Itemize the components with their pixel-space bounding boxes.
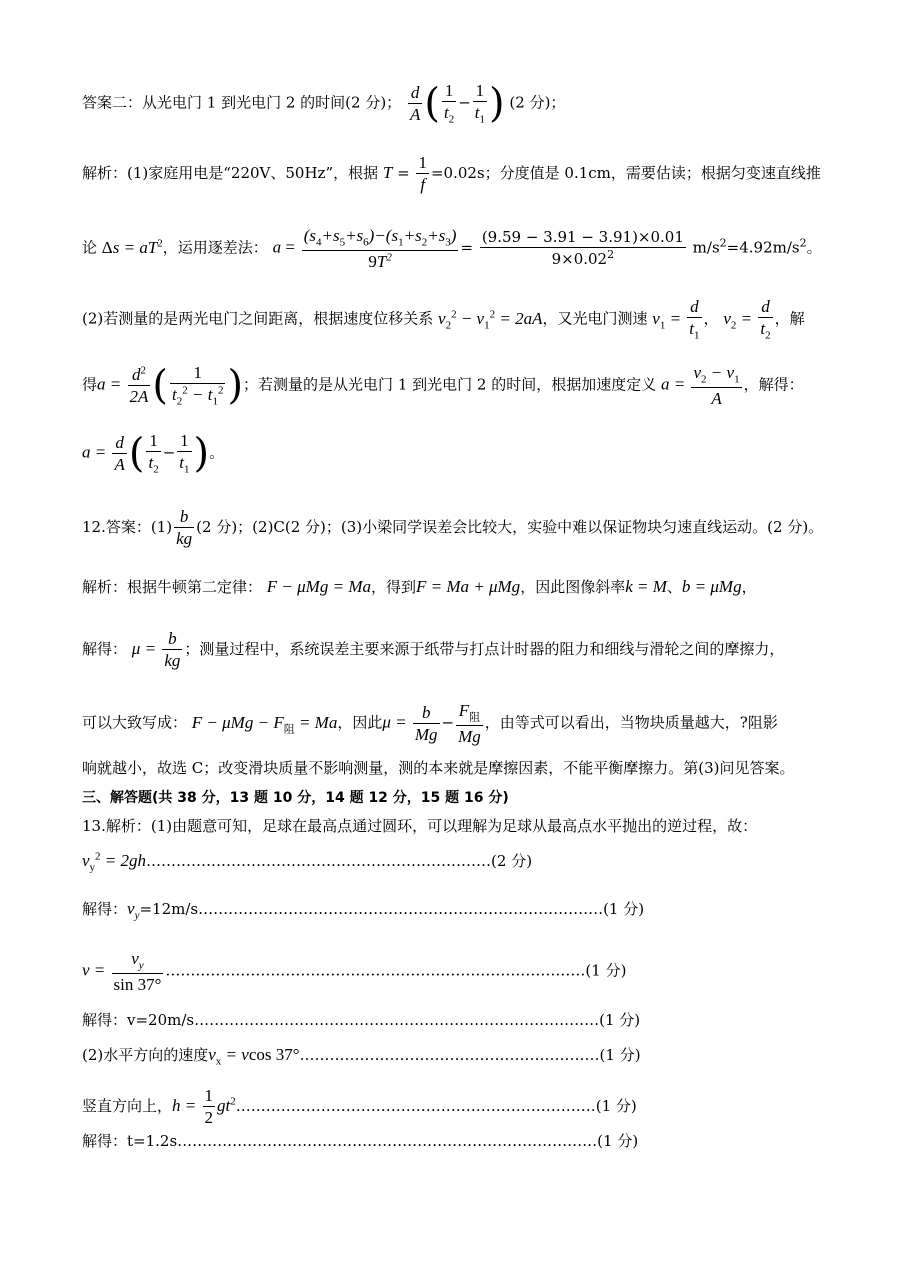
- formula-a-time: a =: [82, 442, 111, 462]
- q12-answer-a: 12.答案：(1): [82, 517, 173, 536]
- formula-d2-over-2A: $\frac{d^2}{2A}$: [129, 364, 149, 407]
- formula-d-over-A: $\frac{d}{A}$: [409, 82, 421, 125]
- q12-ana4: 响就越小，故选 C；改变滑块质量不影响测量，测的本来就是摩擦因素，不能平衡摩擦力。第(3)问见答案。: [82, 759, 795, 777]
- q12-ana2-b: ；测量过程中，系统误差主要来源于纸带与打点计时器的阻力和细线与滑轮之间的摩擦力，: [184, 639, 785, 658]
- formula-mu-friction: μ =: [382, 712, 411, 732]
- formula-numeric: $\frac{(9.59 - 3.91 - 3.91)\times 0.01}{9\times 0.02^2}$: [481, 228, 684, 269]
- analysis1-text-i: ；若测量的是从光电门 1 到光电门 2 的时间，根据加速度定义: [243, 375, 657, 394]
- q13-line6: [82, 1085, 860, 1129]
- formula-successive-diff: $\frac{(s_4+s_5+s_6)-(s_1+s_2+s_3)}{9T^2}$: [303, 226, 457, 272]
- formula-mu-eq: μ =: [131, 638, 161, 658]
- formula-v2-v1-over-A: $\frac{v_2 - v_1}{A}$: [693, 363, 740, 409]
- formula-gt2: $gt^2$: [217, 1095, 236, 1115]
- answer2-line: 答案二：从光电门 1 到光电门 2 的时间(2 分)； $\frac{d}{A}$ ( $\frac{1}{t_2}$ − $\frac{1}{t_1}$ ) (2 分)；: [82, 80, 566, 127]
- formula-a-d2: a =: [97, 374, 126, 394]
- q13-l2-a: 解得：: [82, 900, 128, 918]
- q12-ana3-c: ，由等式可以看出，当物块质量越大，?阻影: [484, 713, 778, 732]
- q12-analysis-line2: [82, 628, 860, 672]
- formula-v-eq: v =: [82, 960, 110, 980]
- period-2: 。: [209, 443, 225, 462]
- formula-b-over-kg: $\frac{b}{kg}$: [176, 507, 193, 549]
- q13-line7: [82, 1130, 860, 1151]
- formula-friction: $F - \mu Mg - F_阻 = Ma$: [191, 712, 338, 736]
- formula-b-over-Mg: $\frac{b}{Mg}$: [414, 702, 438, 745]
- formula-h: h =: [172, 1095, 201, 1115]
- analysis1-text-j: ，解得：: [743, 375, 804, 394]
- analysis1-line2: 论 $\Delta s = aT^2$，运用逐差法： a = $\frac{(s_4+s_5+s_6)-(s_1+s_2+s_3)}{9T^2}$ = $\frac{(9.59 - 3.91 - 3.91)\times 0.01}{9\times 0.02^2}$ $m/s^2=4.92m/s^2$。: [82, 226, 822, 272]
- q12-ana3-b: ，因此: [337, 713, 383, 732]
- analysis1-text-h: 得: [82, 375, 98, 394]
- formula-vx: $v_x = vcos$ 37°: [208, 1045, 300, 1068]
- analysis1-text-a: 解析：(1)家庭用电是“220V、50Hz”，根据: [82, 163, 379, 182]
- formula-F-eq: F = Ma + μMg: [416, 577, 521, 596]
- q13-l2-b: =12m/s………………………………………………………………………(1 分): [139, 900, 645, 918]
- q12-ana1-d: 、: [666, 578, 682, 596]
- analysis1-text-e: (2)若测量的是两光电门之间距离，根据速度位移关系: [82, 309, 434, 328]
- formula-1-over-t-diff: $\frac{1}{t_2^2 - t_1^2}$: [172, 363, 224, 408]
- q13-l6-a: 竖直方向上，: [82, 1096, 173, 1115]
- formula-1-over-t2-b: $\frac{1}{t_2}$: [148, 431, 159, 476]
- q12-ana1-b: ，得到: [370, 578, 416, 596]
- formula-newton: F − μMg = Ma: [266, 577, 371, 596]
- formula-T: T: [382, 162, 393, 182]
- formula-vy-over-sin: $\frac{v_y}{\sin 37^\circ}$: [113, 949, 162, 995]
- q13-line3: [82, 948, 860, 995]
- q13-line5: [82, 1044, 860, 1067]
- formula-d-over-A-2: $\frac{d}{A}$: [114, 432, 125, 475]
- answer2-score: (2 分)；: [509, 93, 566, 112]
- formula-vy2: $v_y^2 = 2gh$: [82, 850, 147, 874]
- q12-analysis-line4: [82, 757, 860, 778]
- analysis1-text-c: 论: [82, 238, 98, 257]
- q13-line1: [82, 850, 860, 873]
- unit-ms2: m/s: [692, 238, 720, 257]
- analysis1-text-g: ，解: [774, 309, 805, 328]
- q13-l5-dots: ……………………………………………………(1 分): [299, 1046, 641, 1064]
- q12-analysis-line3: 可以大致写成： $F - \mu Mg - F_阻 = Ma$，因此μ = $\frac{b}{Mg}$ − $\frac{F_阻}{Mg}$ ，由等式可以看出，当物块质量越大，?阻影: [82, 701, 778, 747]
- q13-l5-a: (2)水平方向的速度: [82, 1046, 209, 1064]
- formula-d-over-t1: $\frac{d}{t_1}$: [689, 297, 700, 342]
- q13-l1-dots: ……………………………………………………………(2 分): [146, 852, 533, 870]
- analysis1-line5: a = $\frac{d}{A}$ ( $\frac{1}{t_2}$ − $\frac{1}{t_1}$ )。: [82, 430, 225, 477]
- q12-ana1-e: ，: [741, 578, 757, 596]
- formula-1-over-f: $\frac{1}{f}$: [418, 153, 427, 195]
- formula-1-over-t1-b: $\frac{1}{t_1}$: [179, 431, 190, 476]
- q13-l7: 解得：t=1.2s…………………………………………………………………………(1 分): [82, 1132, 639, 1150]
- q13-intro: 13.解析：(1)由题意可知，足球在最高点通过圆环，可以理解为足球从最高点水平抛出的逆过程，故：: [82, 817, 758, 835]
- result-a: =4.92m/s: [726, 238, 800, 257]
- q13-l3-dots: …………………………………………………………………………(1 分): [165, 961, 627, 980]
- analysis1-line4: 得a = $\frac{d^2}{2A}$ ( $\frac{1}{t_2^2 - t_1^2}$ )；若测量的是从光电门 1 到光电门 2 的时间，根据加速度定义 a = $\frac{v_2 - v_1}{A}$ ，解得：: [82, 362, 804, 409]
- section3-heading: [82, 787, 860, 807]
- q12-ana2-a: 解得：: [82, 639, 128, 658]
- formula-d-over-t2: $\frac{d}{t_2}$: [760, 297, 771, 342]
- q12-ana3-a: 可以大致写成：: [82, 713, 188, 732]
- calc-numerator: (9.59 − 3.91 − 3.91)×0.01: [481, 228, 684, 247]
- formula-a-def: a =: [661, 374, 690, 394]
- period-1: 。: [806, 238, 822, 257]
- analysis1-text-d: ，运用逐差法：: [162, 238, 268, 257]
- analysis1-line3: (2)若测量的是两光电门之间距离，根据速度位移关系 $v_2^2 - v_1^2 = 2aA$，又光电门测速 $v_1$ = $\frac{d}{t_1}$ ， $v_2$ = $\frac{d}{t_2}$ ，解: [82, 297, 805, 342]
- formula-v2: $v_2$ =: [723, 308, 757, 332]
- section3-heading-text: 三、解答题(共 38 分，13 题 10 分，14 题 12 分，15 题 16 分): [82, 790, 509, 806]
- analysis1-text-f: ，又光电门测速: [542, 309, 648, 328]
- analysis1-line1: 解析：(1)家庭用电是“220V、50Hz”，根据 T = $\frac{1}{f}$ =0.02s；分度值是 0.1cm，需要估读；根据匀变速直线推: [82, 153, 821, 195]
- analysis1-text-b: =0.02s；分度值是 0.1cm，需要估读；根据匀变速直线推: [430, 163, 821, 182]
- q12-ana1-c: ，因此图像斜率: [520, 578, 626, 596]
- q12-answer-line: [82, 506, 860, 550]
- q13-line4: [82, 1009, 860, 1030]
- q13-l6-dots: ………………………………………………………………(1 分): [235, 1096, 637, 1115]
- answer2-label: 答案二：从光电门 1 到光电门 2 的时间(2 分)；: [82, 93, 402, 112]
- formula-v1: $v_1$ =: [652, 308, 686, 332]
- formula-1-over-t2: $\frac{1}{t_2}$: [443, 81, 455, 126]
- formula-delta-s: $\Delta s = aT^2$: [101, 237, 163, 257]
- formula-vy: $v_y$: [127, 899, 140, 922]
- formula-v-relation: $v_2^2 - v_1^2 = 2aA$: [438, 308, 543, 332]
- q13-l4: 解得：v=20m/s………………………………………………………………………(1 分): [82, 1011, 641, 1029]
- q12-analysis-line1: [82, 576, 860, 597]
- q12-answer-b: (2 分)；(2)C(2 分)；(3)小梁同学误差会比较大，实验中难以保证物块匀速直线运动。(2 分)。: [196, 517, 824, 536]
- formula-a-equals: a =: [272, 237, 295, 257]
- formula-b: b = μMg: [681, 577, 742, 596]
- q13-intro-line: [82, 815, 860, 836]
- calc-denominator: 9×0.02: [551, 250, 608, 269]
- formula-half: $\frac{1}{2}$: [204, 1086, 213, 1128]
- formula-1-over-t1: $\frac{1}{t_1}$: [474, 81, 486, 126]
- formula-k: k = M: [625, 577, 667, 596]
- q13-line2: [82, 898, 860, 921]
- q12-ana1-a: 解析：根据牛顿第二定律：: [82, 578, 263, 596]
- formula-Ffric-over-Mg: $\frac{F_阻}{Mg}$: [458, 701, 481, 747]
- formula-b-over-kg-2: $\frac{b}{kg}$: [164, 629, 181, 671]
